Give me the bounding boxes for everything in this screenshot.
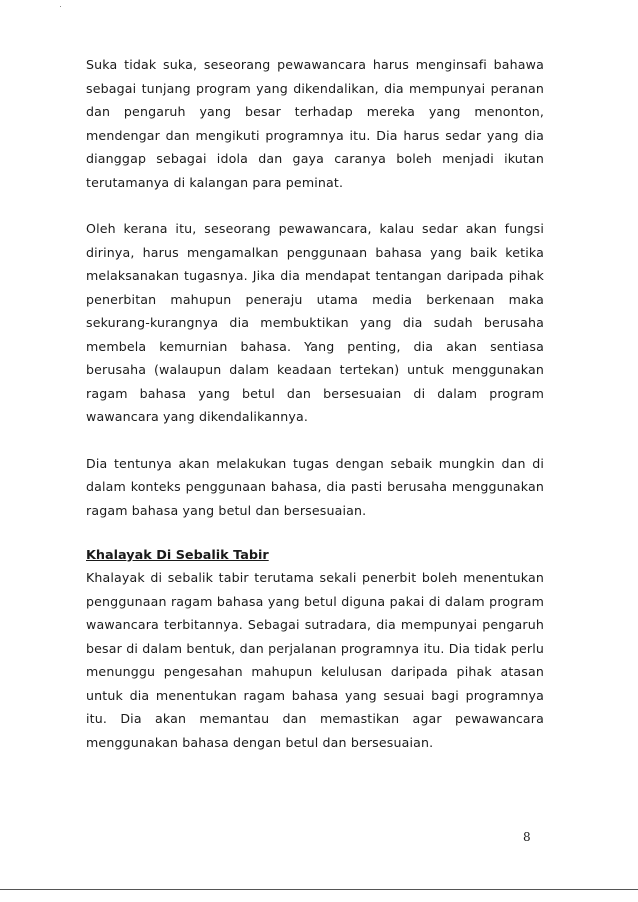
- section-paragraph: Khalayak di sebalik tabir terutama sekali penerbit boleh menentukan penggunaan ragam bahasa yang betul diguna pakai di dalam program wawancara terbitannya. Sebagai sutradara, dia mempunyai pengaruh besar di dalam bentuk, dan perjalanan programnya itu. Dia tidak perlu menunggu pengesahan mahupun kelulusan daripada pihak atasan untuk dia menentukan ragam bahasa yang sesuai bagi programnya itu. Dia akan memantau dan memastikan agar pewawancara menggunakan bahasa dengan betul dan bersesuaian.: [86, 570, 544, 750]
- footer-divider: [0, 889, 638, 890]
- page-number: 8: [523, 830, 531, 844]
- paragraph-1: Suka tidak suka, seseorang pewawancara harus menginsafi bahawa sebagai tunjang program yang dikendalikan, dia mempunyai peranan dan pengaruh yang besar terhadap mereka yang menonton, mendengar dan mengikuti programnya itu. Dia harus sedar yang dia dianggap sebagai idola dan gaya caranya boleh menjadi ikutan terutamanya di kalangan para peminat.: [86, 57, 544, 190]
- paragraph-3: Dia tentunya akan melakukan tugas dengan sebaik mungkin dan di dalam konteks penggunaan bahasa, dia pasti berusaha menggunakan ragam bahasa yang betul dan bersesuaian.: [86, 455, 544, 518]
- paragraph-2: Oleh kerana itu, seseorang pewawancara, kalau sedar akan fungsi dirinya, harus mengamalkan penggunaan bahasa yang baik ketika melaksanakan tugasnya. Jika dia mendapat tentangan daripada pihak penerbitan mahupun peneraju utama media berkenaan maka sekurang-kurangnya dia membuktikan yang dia sudah berusaha membela kemurnian bahasa. Yang penting, dia akan sentiasa berusaha (walaupun dalam keadaan tertekan) untuk menggunakan ragam bahasa yang betul dan bersesuaian di dalam program wawancara yang dikendalikannya.: [86, 221, 544, 424]
- document-body: [86, 53, 544, 754]
- section-heading: Khalayak Di Sebalik Tabir: [86, 548, 269, 563]
- scan-speck: [60, 6, 61, 7]
